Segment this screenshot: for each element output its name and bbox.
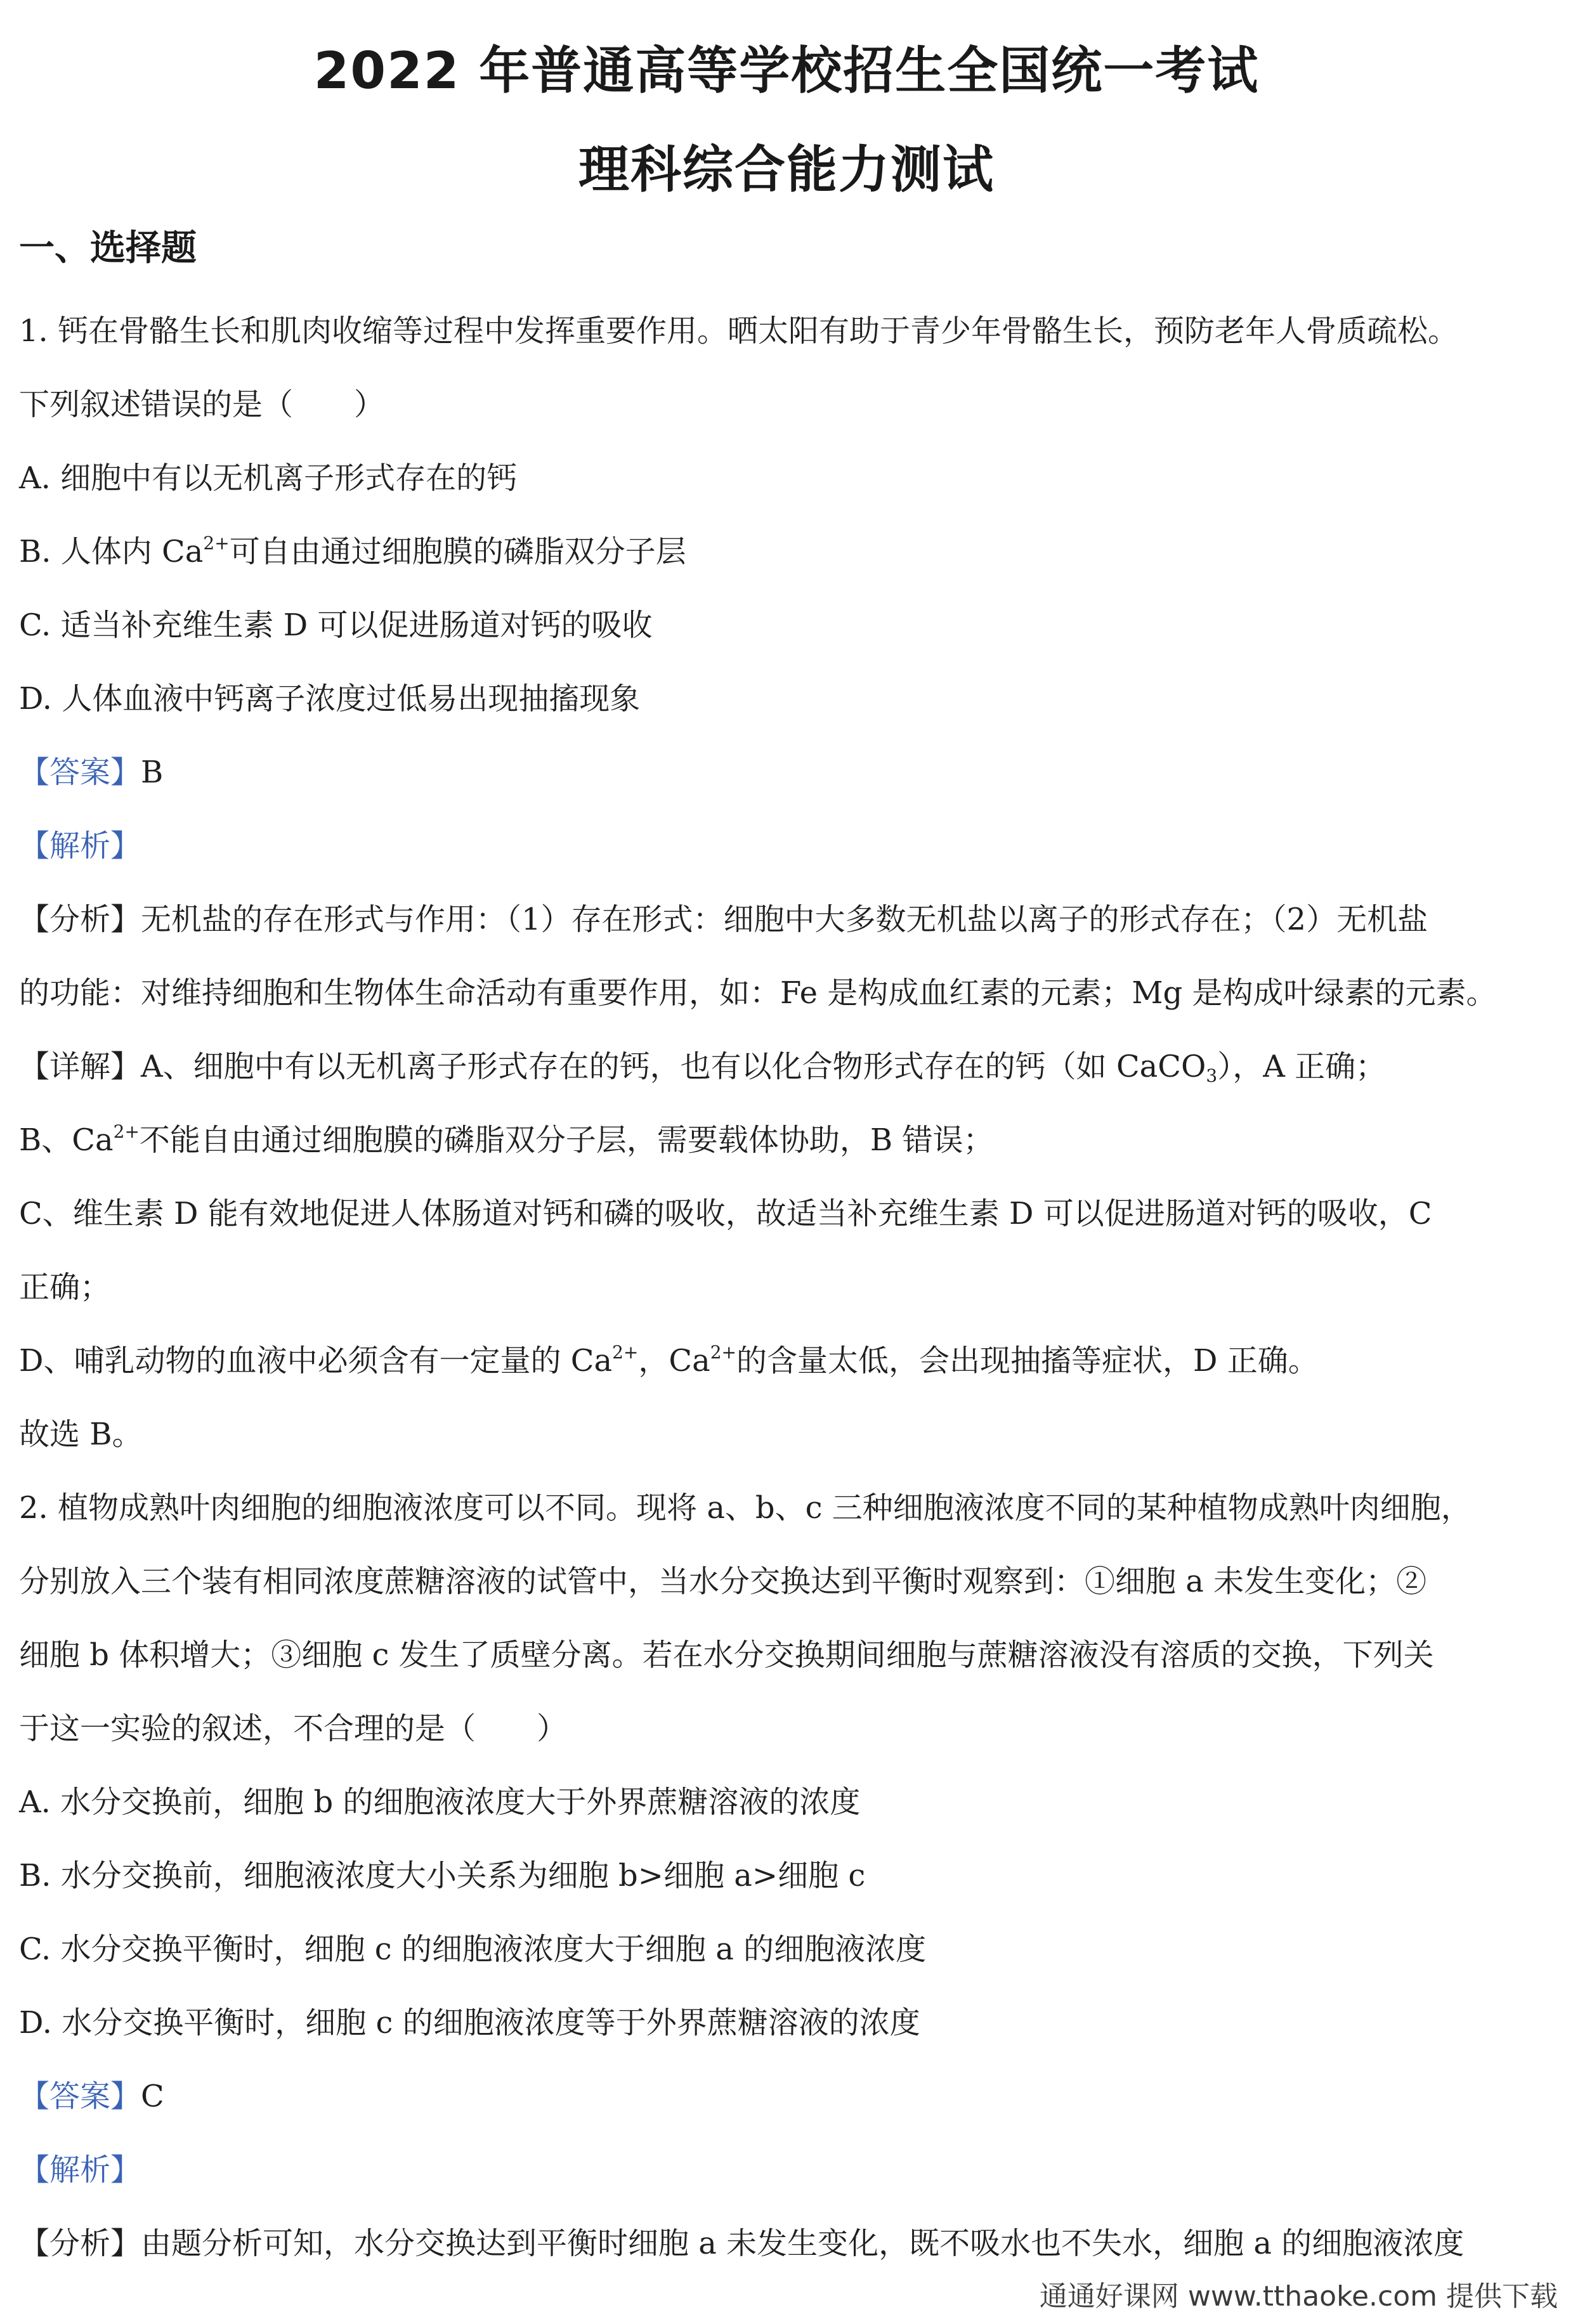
q2-stem-line-2: 分别放入三个装有相同浓度蔗糖溶液的试管中，当水分交换达到平衡时观察到：①细胞 a 未发生变化；②: [19, 1564, 1427, 1599]
q1-detail-line-1: 【详解】A、细胞中有以无机离子形式存在的钙，也有以化合物形式存在的钙（如 CaCO$_3$），A 正确；: [19, 1049, 1387, 1086]
q1-stem-line-2: 下列叙述错误的是（ ）: [19, 387, 385, 422]
q1-fenxi-line-1: 【分析】无机盐的存在形式与作用：（1）存在形式：细胞中大多数无机盐以离子的形式存在；（2）无机盐: [19, 902, 1428, 937]
q2-fenxi-line-1: 【分析】由题分析可知，水分交换达到平衡时细胞 a 未发生变化，既不吸水也不失水，细胞 a 的细胞液浓度: [19, 2226, 1465, 2261]
q2-analysis-tag: 【解析】: [19, 2152, 141, 2188]
q2-option-d: D. 水分交换平衡时，细胞 c 的细胞液浓度等于外界蔗糖溶液的浓度: [19, 2005, 920, 2041]
q1-stem-line-1: 1. 钙在骨骼生长和肌肉收缩等过程中发挥重要作用。晒太阳有助于青少年骨骼生长，预防老年人骨质疏松。: [19, 313, 1459, 349]
q2-stem-line-4: 于这一实验的叙述，不合理的是（ ）: [19, 1711, 568, 1746]
exam-title: 2022 年普通高等学校招生全国统一考试: [313, 41, 1260, 100]
answer-value: B: [141, 755, 164, 790]
section-heading: 一、选择题: [19, 228, 197, 269]
q1-detail-line-2: B、$Ca^{2+}$不能自由通过细胞膜的磷脂双分子层，需要载体协助，B 错误；: [19, 1121, 994, 1158]
watermark-footer: 通通好课网 www.tthaoke.com 提供下载: [1039, 2280, 1558, 2313]
q1-option-d: D. 人体血液中钙离子浓度过低易出现抽搐现象: [19, 681, 641, 717]
q1-answer: [19, 747, 163, 798]
exam-subtitle: 理科综合能力测试: [578, 140, 995, 199]
q2-option-c: C. 水分交换平衡时，细胞 c 的细胞液浓度大于细胞 a 的细胞液浓度: [19, 1931, 927, 1967]
q2-option-a: A. 水分交换前，细胞 b 的细胞液浓度大于外界蔗糖溶液的浓度: [19, 1784, 861, 1820]
q1-analysis-tag: 【解析】: [19, 828, 141, 864]
q2-stem-line-1: 2. 植物成熟叶肉细胞的细胞液浓度可以不同。现将 a、b、c 三种细胞液浓度不同的某种植物成熟叶肉细胞，: [19, 1490, 1472, 1526]
q1-detail-line-5: D、哺乳动物的血液中必须含有一定量的 $Ca^{2+}$，$Ca^{2+}$的含量太低，会出现抽搐等症状，D 正确。: [19, 1342, 1319, 1379]
answer-tag: 【答案】: [19, 2079, 141, 2114]
q1-option-a: A. 细胞中有以无机离子形式存在的钙: [19, 460, 518, 496]
q2-option-b: B. 水分交换前，细胞液浓度大小关系为细胞 b>细胞 a>细胞 c: [19, 1858, 866, 1893]
answer-value: C: [141, 2079, 164, 2114]
q1-detail-line-3: C、维生素 D 能有效地促进人体肠道对钙和磷的吸收，故适当补充维生素 D 可以促进肠道对钙的吸收，C: [19, 1196, 1432, 1231]
q2-stem-line-3: 细胞 b 体积增大；③细胞 c 发生了质壁分离。若在水分交换期间细胞与蔗糖溶液没有溶质的交换，下列关: [19, 1637, 1434, 1673]
answer-tag: 【答案】: [19, 755, 141, 790]
q1-detail-line-4: 正确；: [19, 1269, 111, 1305]
q1-conclusion: 故选 B。: [19, 1417, 143, 1452]
q1-option-b: B. 人体内 $Ca^{2+}$可自由通过细胞膜的磷脂双分子层: [19, 533, 686, 569]
q1-fenxi-line-2: 的功能：对维持细胞和生物体生命活动有重要作用，如：Fe 是构成血红素的元素；Mg 是构成叶绿素的元素。: [19, 975, 1497, 1011]
q1-option-c: C. 适当补充维生素 D 可以促进肠道对钙的吸收: [19, 607, 653, 643]
q2-answer: [19, 2071, 164, 2122]
